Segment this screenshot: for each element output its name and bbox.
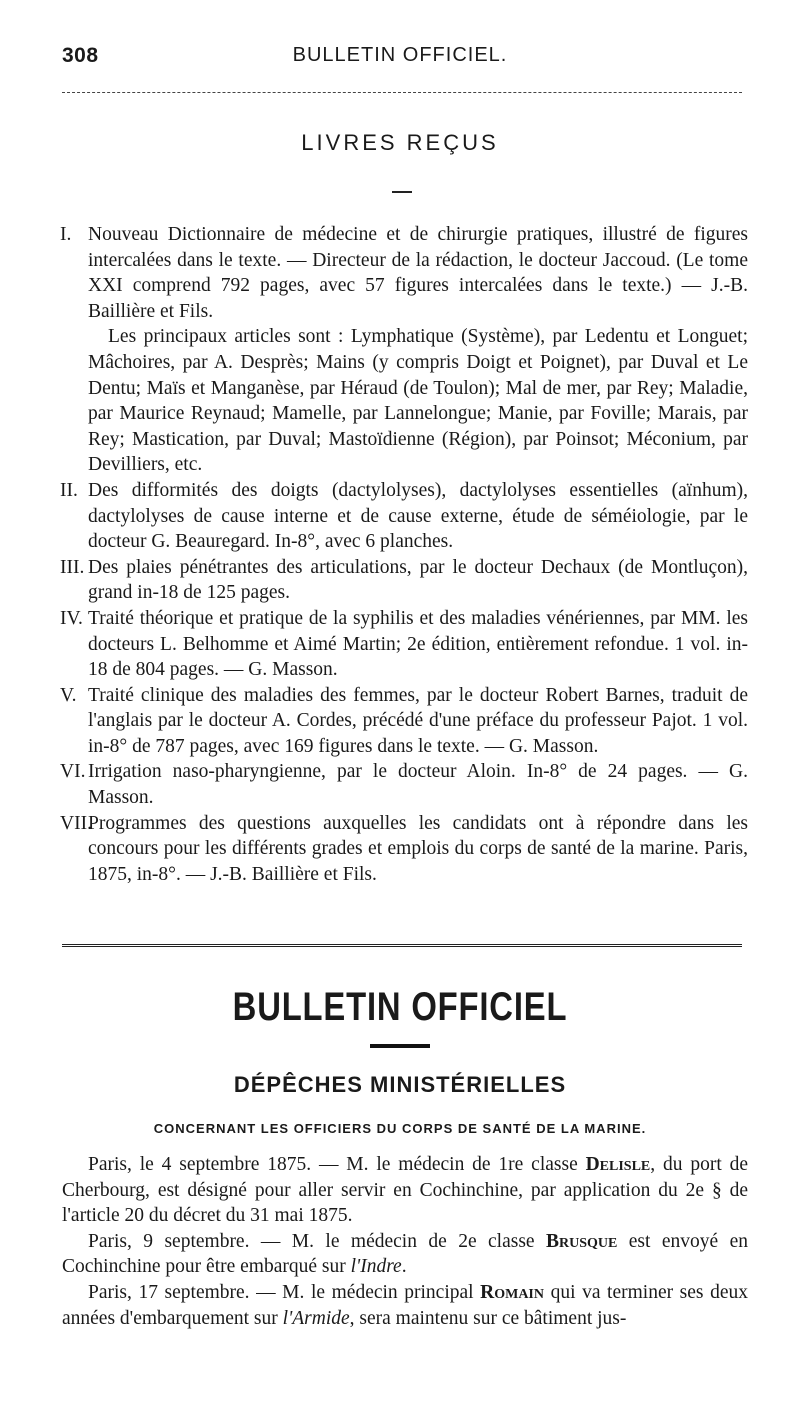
ship-name: l'Indre [350,1256,402,1278]
section-rule [62,944,742,950]
officer-name: Delisle [585,1154,651,1175]
section-title: LIVRES REÇUS [301,130,499,155]
dispatch-1 [62,1152,748,1229]
bulletin-separator [370,1044,430,1048]
entry-text: Des plaies pénétrantes des articulations, par le docteur Dechaux (de Montluçon), grand in-18 de 125 pages. [88,556,748,604]
entry-text: Traité théorique et pratique de la syphilis et des maladies vénériennes, par MM. les docteurs L. Belhomme et Aimé Martin; 2e édition, entièrement refondue. 1 vol. in-18 de 804 pages. — G. Masson. [88,607,748,681]
dispatch-text: Paris, 9 septembre. — M. le médecin de 2e classe [88,1230,546,1252]
entry-text: Nouveau Dictionnaire de médecine et de chirurgie pratiques, illustré de figures intercalées dans le texte. — Directeur de la rédaction, le docteur Jaccoud. (Le tome XXI comprend 792 pages, avec 57 figures intercalées dans le texte.) — J.-B. Baillière et Fils. [88,224,748,322]
entry-numeral: VI. [60,761,86,783]
entry-text: Des difformités des doigts (dactylolyses), dactylolyses essentielles (aïnhum), dactylolyses de cause interne et de cause externe, étude de séméiologie, par le docteur G. Beauregard. In-8°, avec 6 planches. [88,479,748,553]
book-entry-1 [60,222,748,478]
entry-numeral: II. [60,479,78,501]
entry-continuation: Les principaux articles sont : Lymphatique (Système), par Ledentu et Longuet; Mâchoires, par A. Desprès; Mains (y compris Doigt et Poignet), par Duval et Le Dentu; Maïs et Manganèse, par Héraud (de Toulon); Mal de mer, par Rey; Maladie, par Maurice Reynaud; Mamelle, par Lannelongue; Manie, par Foville; Marais, par Rey; Mastication, par Duval; Mastoïdienne (Région), par Poinsot; Méconium, par Devilliers, etc. [88,326,748,476]
dispatch-text: qui va terminer ses deux années d'embarquement sur [62,1281,748,1329]
entry-numeral: IV. [60,607,83,629]
dispatch-list [62,1152,748,1331]
dispatch-text: est envoyé en Cochinchine pour être embarqué sur [62,1230,748,1278]
entry-text: Programmes des questions auxquelles les candidats ont à répondre dans les concours pour les différents grades et emplois du corps de santé de la marine. Paris, 1875, in-8°. — J.-B. Baillière et Fils. [88,812,748,885]
book-entry-4 [60,606,748,683]
entry-numeral: III. [60,556,85,578]
officer-name: Romain [480,1281,544,1303]
ship-name: l'Armide [282,1307,350,1329]
dispatch-text: Paris, 17 septembre. — M. le médecin principal [88,1281,481,1303]
entry-numeral: I. [60,224,72,245]
dispatch-text: , du port de Cherbourg, est désigné pour aller servir en Cochinchine, par application du 2e § de l'article 20 du décret du 31 mai 1875. [62,1154,749,1227]
bulletin-title: BULLETIN OFFICIEL [232,985,568,1029]
page-number: 308 [62,44,99,67]
header-rule [62,92,742,93]
book-entry-5 [60,683,748,760]
dispatch-3 [62,1280,748,1331]
dispatch-text: , sera maintenu sur ce bâtiment jus- [349,1307,627,1329]
book-entry-7 [60,811,748,888]
dispatch-text: Paris, le 4 septembre 1875. — M. le médecin de 1re classe [88,1154,586,1175]
dispatch-2 [62,1229,748,1280]
entry-text: Irrigation naso-pharyngienne, par le docteur Aloin. In-8° de 24 pages. — G. Masson. [88,761,748,809]
running-title: BULLETIN OFFICIEL. [292,44,508,66]
officer-name: Brusque [546,1230,618,1252]
book-entry-6 [60,759,748,810]
books-list [60,222,748,887]
book-entry-3 [60,555,748,606]
subsection-title: DÉPÊCHES MINISTÉRIELLES [233,1072,567,1097]
subsection-subtitle: CONCERNANT LES OFFICIERS DU CORPS DE SANTÉ DE LA MARINE. [153,1121,647,1136]
dispatch-text: . [401,1256,407,1278]
entry-text: Traité clinique des maladies des femmes, par le docteur Robert Barnes, traduit de l'anglais par le docteur A. Cordes, précédé d'une préface du professeur Pajot. 1 vol. in-8° de 787 pages, avec 169 figures dans le texte. — G. Masson. [88,684,748,757]
entry-numeral: VII. [60,812,92,834]
running-head [62,44,738,74]
book-entry-2 [60,478,748,555]
entry-numeral: V. [60,684,77,706]
section-separator [392,191,412,193]
